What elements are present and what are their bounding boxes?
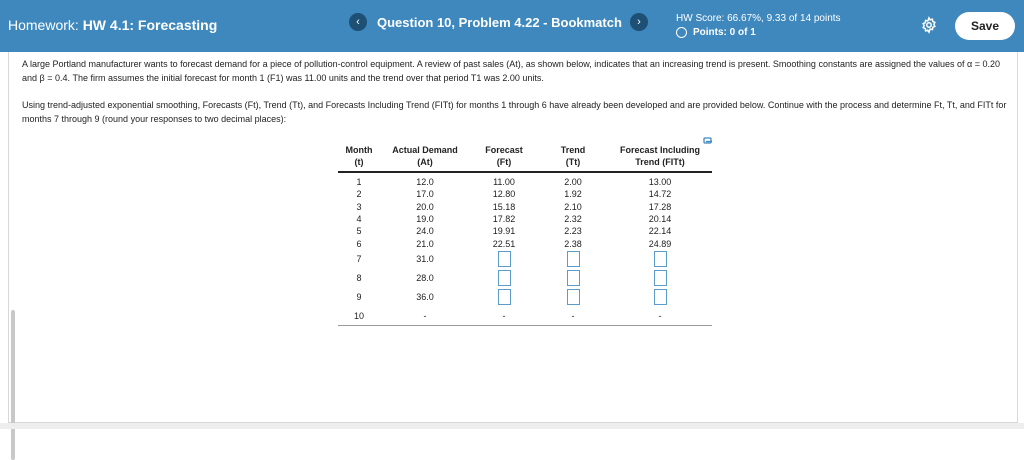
cell-fit: 17.28 (648, 201, 672, 212)
points-status-icon (676, 27, 687, 38)
table-row (338, 307, 712, 326)
points-line (676, 27, 841, 38)
cell-month: 6 (356, 238, 362, 249)
problem-instructions: Using trend-adjusted exponential smoothing, Forecasts (Ft), Trend (Tt), and Forecasts Including Trend (FITt) for months 1 through 6 have already been developed and are provided below. Continue with the process and determine Ft, Tt, and FITt for months 7 through 9 (round your responses to two decimal places): (22, 100, 1007, 124)
fit-input[interactable] (654, 289, 667, 305)
cell-trend (538, 288, 608, 307)
cell-month: 7 (356, 254, 362, 265)
previous-question-button[interactable]: ‹ (349, 13, 367, 31)
table-row (338, 237, 712, 249)
table-row (338, 188, 712, 200)
table-row (338, 213, 712, 225)
question-navigator (349, 13, 648, 31)
cell-trend: 2.10 (564, 201, 582, 212)
column-header-fit: Forecast Including Trend (FITt) (608, 143, 712, 172)
cell-fit (608, 288, 712, 307)
cell-actual: 19.0 (416, 214, 434, 225)
cell-forecast: 11.00 (493, 177, 515, 188)
table-row-input (338, 288, 712, 307)
cell-actual: 36.0 (416, 292, 434, 303)
gear-icon[interactable] (920, 16, 938, 39)
cell-trend: 2.00 (564, 177, 582, 188)
fit-input[interactable] (654, 251, 667, 267)
column-header-trend: Trend (Tt) (538, 143, 608, 172)
cell-month: 1 (356, 177, 362, 188)
cell-trend: - (538, 307, 608, 326)
cell-forecast: 12.80 (492, 189, 516, 200)
table-row (338, 225, 712, 237)
table-row-input (338, 269, 712, 288)
bottom-bar (0, 423, 1024, 429)
cell-actual: 31.0 (416, 254, 434, 265)
cell-fit: 22.14 (648, 226, 672, 237)
cell-month: 4 (356, 214, 362, 225)
fit-input[interactable] (654, 270, 667, 286)
table-header-row (338, 143, 712, 172)
forecast-input[interactable] (498, 289, 511, 305)
trend-input[interactable] (567, 251, 580, 267)
cell-forecast: 17.82 (492, 214, 516, 225)
cell-trend: 2.38 (564, 238, 582, 249)
cell-forecast: 19.91 (492, 226, 516, 237)
cell-forecast (470, 288, 538, 307)
cell-forecast (470, 269, 538, 288)
cell-fit (608, 250, 712, 269)
cell-month: 10 (338, 307, 380, 326)
cell-actual: 21.0 (416, 238, 434, 249)
table-row (338, 172, 712, 188)
cell-fit: 13.00 (648, 177, 672, 188)
cell-forecast (470, 250, 538, 269)
cell-fit: 24.89 (648, 238, 672, 249)
cell-trend: 2.32 (564, 214, 582, 225)
cell-trend (538, 250, 608, 269)
cell-month: 9 (356, 292, 362, 303)
homework-title (8, 17, 217, 33)
cell-fit: 20.14 (648, 214, 672, 225)
forecast-input[interactable] (498, 270, 511, 286)
table-row (338, 201, 712, 213)
cell-month: 2 (356, 189, 362, 200)
cell-month: 5 (356, 226, 362, 237)
cell-actual: 24.0 (416, 226, 434, 237)
cell-forecast: 15.18 (492, 201, 516, 212)
points-value: Points: 0 of 1 (693, 27, 756, 38)
trend-input[interactable] (567, 289, 580, 305)
score-panel (676, 13, 841, 38)
cell-actual: - (380, 307, 470, 326)
save-button[interactable]: Save (955, 12, 1015, 40)
cell-fit: - (608, 307, 712, 326)
question-title: Question 10, Problem 4.22 - Bookmatch (377, 14, 622, 30)
column-header-actual-demand: Actual Demand (At) (380, 143, 470, 172)
cell-fit (608, 269, 712, 288)
problem-statement: A large Portland manufacturer wants to forecast demand for a piece of pollution-control equipment. A review of past sales (At), as shown below, indicates that an increasing trend is present. Smoothing constants are assigned the values of α = 0.20 and β = 0.4. The firm assumes the initial forecast for month 1 (F1) was 11.00 units and the trend over that period T1 was 2.00 units. (22, 59, 1001, 83)
forecast-table (338, 143, 712, 326)
cell-forecast: 22.51 (492, 238, 516, 249)
forecast-input[interactable] (498, 251, 511, 267)
homework-prefix: Homework: (8, 17, 79, 33)
cell-actual: 12.0 (416, 177, 434, 188)
top-bar (0, 0, 1024, 52)
cell-trend: 1.92 (564, 189, 582, 200)
column-header-month: Month (t) (338, 143, 380, 172)
cell-fit: 14.72 (648, 189, 672, 200)
cell-month: 8 (356, 273, 362, 284)
column-header-forecast: Forecast (Ft) (470, 143, 538, 172)
cell-trend: 2.23 (564, 226, 582, 237)
cell-month: 3 (356, 201, 362, 212)
scrollbar-thumb[interactable] (11, 310, 15, 460)
cell-trend (538, 269, 608, 288)
trend-input[interactable] (567, 270, 580, 286)
cell-actual: 20.0 (416, 201, 434, 212)
cell-forecast: - (470, 307, 538, 326)
table-row-input (338, 250, 712, 269)
hw-score: HW Score: 66.67%, 9.33 of 14 points (676, 13, 841, 24)
homework-name: HW 4.1: Forecasting (82, 17, 218, 33)
next-question-button[interactable]: › (630, 13, 648, 31)
cell-actual: 28.0 (416, 273, 434, 284)
cell-actual: 17.0 (416, 189, 434, 200)
